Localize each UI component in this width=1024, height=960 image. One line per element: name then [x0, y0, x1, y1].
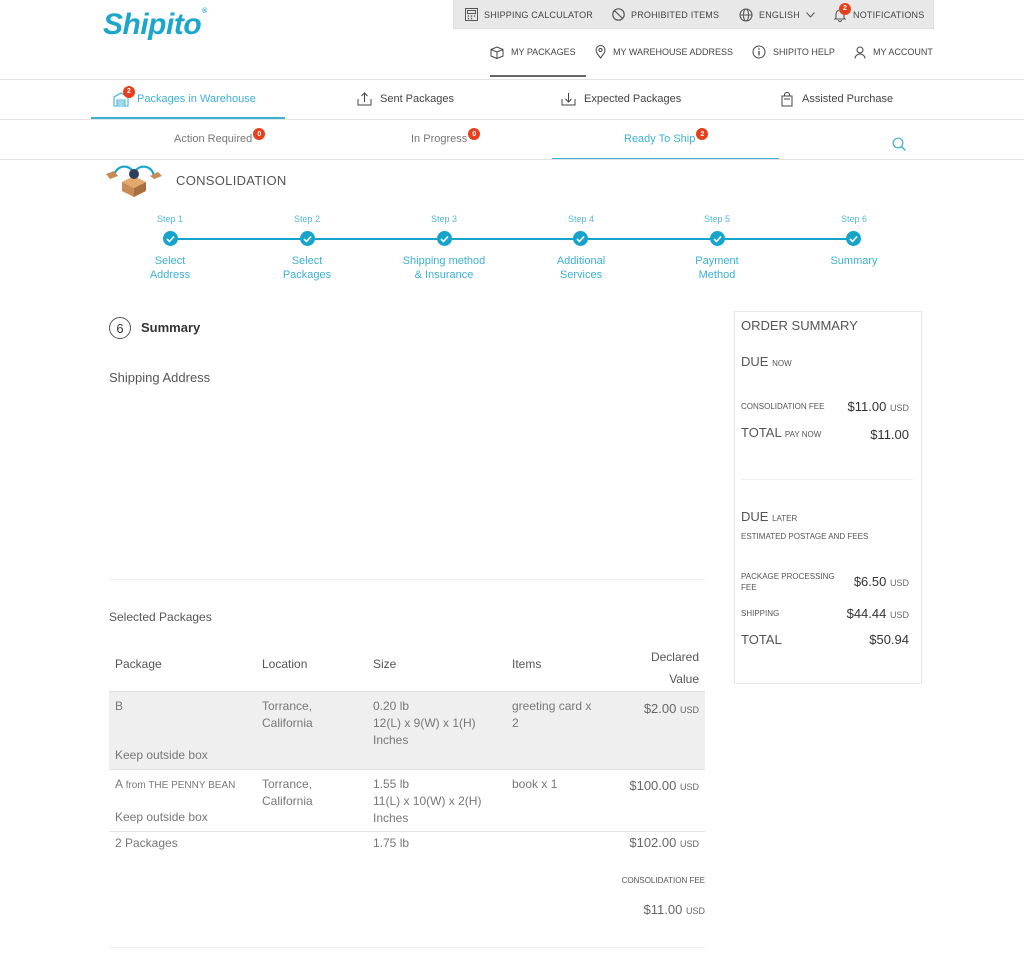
row-divider [109, 769, 705, 770]
estimated-postage-label: ESTIMATED POSTAGE AND FEES [741, 532, 869, 541]
col-declared-line2: Value [669, 672, 699, 686]
subtab-ready-to-ship[interactable] [624, 128, 708, 150]
ready-count-badge: 2 [696, 128, 708, 140]
step-2-check[interactable] [300, 231, 315, 246]
col-location: Location [262, 657, 308, 671]
step-3-name-line1: Shipping method [402, 255, 486, 267]
address-divider [109, 579, 705, 580]
step-4-name-line2: Services [559, 269, 603, 281]
step-3-name-line2: & Insurance [414, 269, 474, 281]
shipping-address-heading: Shipping Address [109, 370, 211, 385]
warehouse-count-badge: 2 [123, 86, 135, 98]
row-2-package-from: from THE PENNY BEAN [125, 780, 236, 791]
os-consolidation-fee-value: $11.00 USD [847, 399, 909, 414]
row-2-package-id: A [115, 777, 123, 791]
step-5-name-line2: Method [698, 269, 736, 281]
due-later-label: DUE [741, 509, 769, 524]
nav-my-account[interactable] [854, 38, 933, 66]
summary-title: Summary [141, 320, 201, 335]
subtab-progress-label: In Progress [411, 133, 468, 145]
os-consolidation-fee-currency: USD [889, 403, 909, 413]
total-now-label: TOTAL [741, 425, 782, 440]
upload-box-icon [357, 92, 372, 106]
logo-registered-mark: ® [202, 8, 207, 15]
row-2-location-state: California [262, 794, 313, 808]
total-now-value: $11.00 [870, 427, 909, 442]
row-2-value: $100.00 USD [629, 778, 699, 793]
selected-packages-heading: Selected Packages [109, 610, 212, 624]
location-pin-icon [595, 45, 606, 59]
due-later-heading [741, 509, 797, 524]
due-now-label: DUE [741, 354, 769, 369]
subtab-in-progress[interactable] [411, 128, 480, 150]
nav-active-underline [490, 75, 586, 77]
processing-fee-currency: USD [889, 578, 909, 588]
row-divider [109, 831, 705, 832]
tab-sent-packages[interactable] [357, 80, 454, 118]
consolidation-boxes-icon [104, 162, 164, 198]
col-declared-value [651, 646, 699, 690]
check-icon [166, 235, 175, 243]
tab-packages-in-warehouse[interactable] [113, 80, 256, 118]
shipping-amount: 44.44 [853, 606, 887, 621]
row-2-note: Keep outside box [115, 810, 208, 824]
step-6-check[interactable] [846, 231, 861, 246]
row-1-value-currency: USD [679, 705, 699, 715]
subtab-ready-label: Ready To Ship [624, 133, 696, 145]
processing-fee-label [741, 571, 835, 593]
step-5-check[interactable] [710, 231, 725, 246]
total-packages: 2 Packages [115, 836, 178, 850]
shopping-bag-icon [780, 92, 794, 107]
consolidation-fee-value: $11.00 USD [643, 902, 705, 917]
step-1-name-line1: Select [154, 255, 186, 267]
subtabs-divider [0, 159, 1024, 160]
search-button[interactable] [892, 137, 907, 152]
progress-count-badge: 0 [468, 128, 480, 140]
globe-icon [739, 8, 753, 22]
step-2-label: Step 2 [293, 214, 321, 224]
stepper-track [170, 238, 854, 240]
step-1-name[interactable] [110, 254, 230, 282]
total-value-currency: USD [679, 839, 699, 849]
row-1-location-state: California [262, 716, 313, 730]
row-1-value-amount: 2.00 [651, 701, 677, 716]
row-2-dims-unit: Inches [373, 811, 409, 825]
step-6-name[interactable] [794, 254, 914, 268]
download-box-icon [561, 92, 576, 106]
check-icon [440, 235, 449, 243]
notifications-label: NOTIFICATIONS [853, 9, 925, 20]
tab-sent-label: Sent Packages [380, 93, 454, 105]
processing-fee-label-line2: FEE [741, 583, 757, 592]
row-1-size [373, 698, 476, 749]
package-icon [490, 46, 504, 59]
nav-shipito-help[interactable] [752, 38, 835, 66]
nav-help-label: SHIPITO HELP [773, 47, 835, 57]
col-size: Size [373, 657, 397, 671]
nav-my-packages[interactable] [490, 38, 576, 66]
tab-warehouse-label: Packages in Warehouse [137, 93, 256, 105]
step-5-name[interactable] [657, 254, 777, 282]
warehouse-icon-wrap [113, 88, 131, 107]
consolidation-fee-label: CONSOLIDATION FEE [621, 876, 705, 885]
consolidation-illustration [104, 162, 164, 198]
processing-fee-label-line1: PACKAGE PROCESSING [741, 572, 835, 581]
processing-fee-amount: 6.50 [861, 574, 887, 589]
subtab-action-required[interactable] [174, 128, 265, 150]
step-2-name-line2: Packages [282, 269, 332, 281]
consolidation-fee-amount: 11.00 [650, 902, 683, 917]
step-2-name-line1: Select [291, 255, 323, 267]
table-bottom-divider [109, 947, 705, 948]
tab-expected-label: Expected Packages [584, 93, 682, 105]
logo-text: Shipito [103, 8, 202, 41]
order-summary-title: ORDER SUMMARY [741, 318, 858, 333]
notifications-bell [833, 5, 848, 22]
row-1-location-city: Torrance, [262, 699, 313, 713]
col-items: Items [512, 657, 542, 671]
prohibited-label: PROHIBITED ITEMS [631, 9, 720, 20]
tab-assisted-label: Assisted Purchase [802, 93, 894, 105]
prohibited-icon [612, 8, 625, 21]
row-1-value: $2.00 USD [643, 701, 699, 716]
step-4-check[interactable] [573, 231, 588, 246]
row-1-items-line2: 2 [512, 716, 519, 730]
shipito-logo[interactable] [103, 8, 207, 42]
row-2-value-amount: 100.00 [636, 778, 677, 793]
row-1-items-line1: greeting card x [512, 699, 592, 713]
prohibited-items-link[interactable] [612, 0, 719, 29]
row-2-location [262, 776, 313, 810]
step-3-label: Step 3 [430, 214, 458, 224]
total-weight: 1.75 lb [373, 836, 410, 850]
step-6-name-line1: Summary [830, 255, 878, 267]
chevron-down-icon [806, 12, 815, 18]
total-later-label: TOTAL [741, 632, 782, 647]
notifications-count-badge: 2 [839, 3, 851, 15]
step-3-check[interactable] [437, 231, 452, 246]
step-4-name[interactable] [521, 254, 641, 282]
row-1-weight: 0.20 lb [373, 699, 410, 713]
tab-expected-packages[interactable] [561, 80, 681, 118]
step-5-label: Step 5 [703, 214, 731, 224]
total-later-value: $50.94 [869, 632, 909, 647]
os-consolidation-fee-label: CONSOLIDATION FEE [741, 402, 825, 411]
shipping-currency: USD [889, 610, 909, 620]
row-1-items [512, 698, 607, 732]
os-consolidation-fee-amount: 11.00 [854, 399, 887, 414]
nav-warehouse-label: MY WAREHOUSE ADDRESS [613, 47, 734, 57]
step-4-name-line1: Additional [556, 255, 606, 267]
row-2-location-city: Torrance, [262, 777, 313, 791]
user-icon [854, 46, 866, 59]
col-declared-line1: Declared [650, 650, 699, 664]
nav-warehouse-address[interactable] [595, 38, 733, 66]
total-now-sub: PAY NOW [784, 430, 822, 439]
nav-my-packages-label: MY PACKAGES [511, 47, 576, 57]
tabs-divider [0, 119, 1024, 120]
row-1-location [262, 698, 313, 732]
nav-account-label: MY ACCOUNT [873, 47, 933, 57]
consolidation-title: CONSOLIDATION [176, 173, 287, 188]
notifications-link[interactable] [833, 0, 924, 29]
row-2-dims: 11(L) x 10(W) x 2(H) [373, 794, 482, 808]
col-package: Package [115, 657, 162, 671]
step-1-check[interactable] [163, 231, 178, 246]
row-2-weight: 1.55 lb [373, 777, 410, 791]
calculator-label: SHIPPING CALCULATOR [484, 9, 593, 20]
search-icon [892, 137, 907, 152]
shipping-calculator-link[interactable] [465, 0, 593, 29]
total-value: $102.00 USD [629, 835, 699, 850]
step-5-name-line1: Payment [695, 255, 739, 267]
consolidation-fee-currency: USD [685, 906, 705, 916]
row-1-dims: 12(L) x 9(W) x 1(H) [373, 716, 476, 730]
step-1-label: Step 1 [156, 214, 184, 224]
total-now-heading [741, 425, 821, 440]
due-now-sub: NOW [772, 359, 792, 368]
row-2-value-currency: USD [679, 782, 699, 792]
language-selector[interactable] [739, 0, 815, 29]
row-1-package: B [115, 699, 124, 713]
row-1-dims-unit: Inches [373, 733, 409, 747]
tab-assisted-purchase[interactable] [780, 80, 893, 118]
language-label: ENGLISH [759, 9, 800, 20]
step-2-name[interactable] [247, 254, 367, 282]
order-summary-divider [741, 479, 913, 480]
row-1-note: Keep outside box [115, 748, 208, 762]
row-2-items: book x 1 [512, 777, 558, 791]
due-later-sub: LATER [772, 514, 798, 523]
action-count-badge: 0 [253, 128, 265, 140]
total-value-amount: 102.00 [636, 835, 677, 850]
info-icon [752, 45, 766, 59]
check-icon [303, 235, 312, 243]
step-4-label: Step 4 [567, 214, 595, 224]
summary-step-number: 6 [109, 317, 131, 339]
check-icon [849, 235, 858, 243]
check-icon [576, 235, 585, 243]
row-2-package [115, 776, 235, 794]
due-now-heading [741, 354, 792, 369]
step-3-name[interactable] [384, 254, 504, 282]
row-2-size [373, 776, 481, 827]
shipping-value: $44.44 USD [846, 606, 909, 621]
subtab-action-label: Action Required [174, 133, 253, 145]
processing-fee-value: $6.50 USD [853, 574, 909, 589]
check-icon [713, 235, 722, 243]
shipping-label: SHIPPING [741, 609, 780, 618]
step-1-name-line2: Address [149, 269, 191, 281]
step-6-label: Step 6 [840, 214, 868, 224]
calculator-icon [465, 8, 478, 21]
